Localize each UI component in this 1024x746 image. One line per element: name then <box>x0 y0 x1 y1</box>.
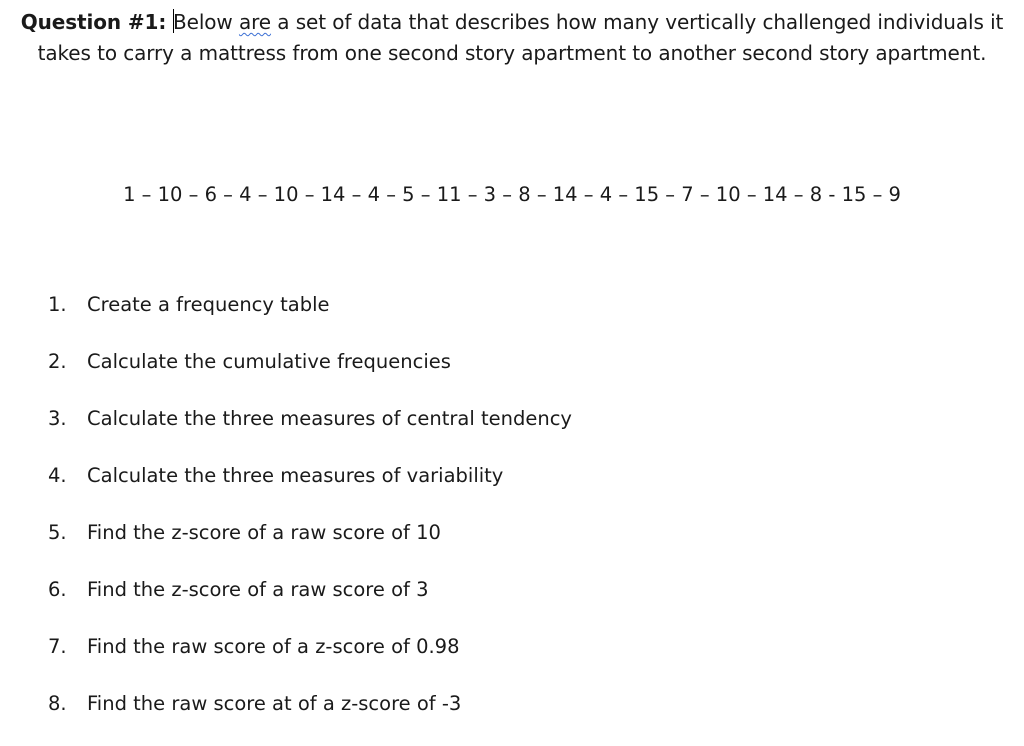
question-text-start: Below <box>173 10 233 34</box>
list-item-number: 5. <box>48 521 67 544</box>
list-item-number: 4. <box>48 464 67 487</box>
list-item <box>48 518 572 575</box>
list-item <box>48 290 572 347</box>
list-item <box>48 347 572 404</box>
list-item-text: Calculate the three measures of central tendency <box>87 407 572 430</box>
list-item-text: Find the raw score at of a z-score of -3 <box>87 692 462 715</box>
list-item-number: 8. <box>48 692 67 715</box>
list-item <box>48 575 572 632</box>
list-item-text: Find the raw score of a z-score of 0.98 <box>87 635 460 658</box>
list-item <box>48 632 572 689</box>
list-item-text: Find the z-score of a raw score of 10 <box>87 521 441 544</box>
list-item-number: 3. <box>48 407 67 430</box>
grammar-flagged-word[interactable]: are <box>238 10 272 34</box>
list-item-text: Find the z-score of a raw score of 3 <box>87 578 429 601</box>
task-list <box>48 290 572 746</box>
question-intro[interactable] <box>0 7 1024 68</box>
list-item-text: Calculate the cumulative frequencies <box>87 350 451 373</box>
data-set-line: 1 – 10 – 6 – 4 – 10 – 14 – 4 – 5 – 11 – 3 – 8 – 14 – 4 – 15 – 7 – 10 – 14 – 8 - 15 – 9 <box>123 183 901 206</box>
list-item-text: Calculate the three measures of variability <box>87 464 504 487</box>
list-item <box>48 689 572 746</box>
question-text-rest: a set of data that describes how many vertically challenged individuals it takes to carry a mattress from one second story apartment to another second story apartment. <box>37 10 1004 65</box>
list-item-text: Create a frequency table <box>87 293 330 316</box>
list-item-number: 6. <box>48 578 67 601</box>
list-item-number: 1. <box>48 293 67 316</box>
list-item-number: 7. <box>48 635 67 658</box>
question-label: Question #1: <box>20 10 167 34</box>
list-item <box>48 404 572 461</box>
list-item <box>48 461 572 518</box>
list-item-number: 2. <box>48 350 67 373</box>
